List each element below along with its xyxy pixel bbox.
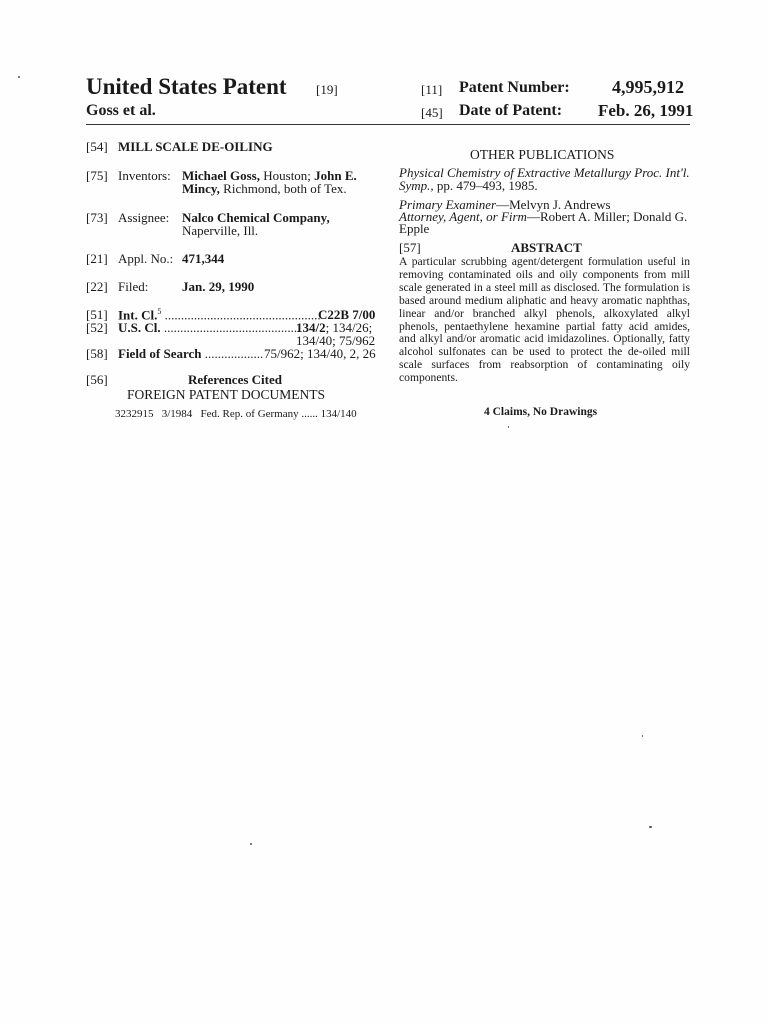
inventor2-name: John E. bbox=[314, 168, 357, 183]
filed-date: Jan. 29, 1990 bbox=[182, 279, 255, 294]
appl-label: Appl. No.: bbox=[118, 251, 174, 266]
inventors-label: Inventors: bbox=[118, 168, 171, 183]
field-line bbox=[118, 346, 263, 362]
assignee-code: [73] bbox=[86, 210, 108, 225]
uscl-line bbox=[118, 320, 300, 336]
inventor2-city: Richmond, both of Tex. bbox=[219, 181, 347, 196]
abstract-text: A particular scrubbing agent/detergent formulation useful in removing contaminated oils and oily components from mill scale generated in a steel mill as disclosed. The formulation is based around medium aliphatic and heavy aromatic naphthas, linear and/or branched alkyl phenols, alkoxylated alkyl phenols, pentaethylene hexamine partial fatty acid amides, and alkyl and/or aromatic acid imidazolines. Optionally, fatty alcohol sulfonates can be used to protect the de-oiled mill scale surfaces from reabsorption of contaminating oily components. bbox=[399, 255, 690, 385]
pub-title-cont: Symp., bbox=[399, 178, 434, 193]
scan-speck bbox=[250, 843, 252, 845]
inventor2-name-cont: Mincy, bbox=[182, 181, 220, 196]
attorney-name-cont: Epple bbox=[399, 221, 430, 236]
pub-line2 bbox=[399, 178, 538, 194]
patent-number-label: Patent Number: bbox=[459, 79, 570, 96]
appl-code: [21] bbox=[86, 251, 108, 266]
abstract-title: ABSTRACT bbox=[511, 240, 582, 255]
refs-code: [56] bbox=[86, 372, 108, 387]
attorney-label: Attorney, Agent, or Firm bbox=[399, 209, 527, 224]
field-label: Field of Search bbox=[118, 346, 202, 361]
intcl-dots: ................................................ bbox=[164, 307, 321, 323]
inventor1-city: Houston; bbox=[260, 168, 311, 183]
assignee-city: Naperville, Ill. bbox=[182, 223, 259, 238]
inventors-line2 bbox=[182, 181, 347, 197]
invention-title: MILL SCALE DE-OILING bbox=[118, 139, 273, 154]
appl-number: 471,344 bbox=[182, 251, 225, 266]
examiner-name: —Melvyn J. Andrews bbox=[496, 197, 611, 212]
date-label: Date of Patent: bbox=[459, 102, 563, 119]
claims-line: 4 Claims, No Drawings bbox=[484, 406, 598, 418]
abstract-code: [57] bbox=[399, 240, 421, 255]
field-value: 75/962; 134/40, 2, 26 bbox=[264, 346, 376, 361]
attorney-line bbox=[399, 209, 687, 225]
uscl-label: U.S. Cl. bbox=[118, 320, 161, 335]
uscl-dots: .......................................... bbox=[163, 320, 301, 335]
patent-office-title: United States Patent bbox=[86, 74, 287, 99]
field-code: [58] bbox=[86, 346, 108, 361]
header-divider bbox=[86, 124, 690, 125]
refs-title: References Cited bbox=[188, 372, 282, 387]
uscl-value2: 134/40; 75/962 bbox=[296, 333, 376, 348]
field-dots: .................. bbox=[204, 346, 264, 361]
assignee-label: Assignee: bbox=[118, 210, 170, 225]
attorney-name: —Robert A. Miller; Donald G. bbox=[526, 209, 688, 224]
filed-label: Filed: bbox=[118, 279, 149, 294]
scan-speck bbox=[18, 76, 20, 78]
foreign-doc-entry: 3232915 3/1984 Fed. Rep. of Germany ...... 134/140 bbox=[115, 408, 357, 420]
other-pubs-title: OTHER PUBLICATIONS bbox=[470, 147, 615, 162]
uscl-value-primary: 134/2 bbox=[296, 320, 326, 335]
pub-details: pp. 479–493, 1985. bbox=[433, 178, 538, 193]
intcl-label: Int. Cl. bbox=[118, 307, 158, 323]
intcl-code: [51] bbox=[86, 307, 108, 322]
patent-date: Feb. 26, 1991 bbox=[598, 101, 694, 120]
title-field-code: [54] bbox=[86, 139, 108, 154]
scan-speck bbox=[642, 735, 643, 737]
intcl-sup: 5 bbox=[157, 307, 162, 316]
date-code: [45] bbox=[421, 105, 443, 120]
filed-code: [22] bbox=[86, 279, 108, 294]
intcl-value: C22B 7/00 bbox=[318, 307, 376, 322]
patent-number-code: [11] bbox=[421, 82, 443, 97]
uscl-code: [52] bbox=[86, 320, 108, 335]
inventor1-name: Michael Goss, bbox=[182, 168, 260, 183]
inventor-short: Goss et al. bbox=[86, 102, 156, 119]
foreign-docs-title: FOREIGN PATENT DOCUMENTS bbox=[127, 387, 326, 402]
scan-speck bbox=[508, 426, 509, 428]
patent-number: 4,995,912 bbox=[612, 77, 684, 97]
title-code: [19] bbox=[316, 82, 338, 97]
examiner-label: Primary Examiner bbox=[399, 197, 497, 212]
pub-title: Physical Chemistry of Extractive Metallurgy Proc. Int'l. bbox=[399, 165, 690, 180]
scan-speck bbox=[649, 826, 652, 828]
uscl-value-rest: ; 134/26; bbox=[325, 320, 373, 335]
inventors-code: [75] bbox=[86, 168, 108, 183]
assignee-name: Nalco Chemical Company, bbox=[182, 210, 330, 225]
